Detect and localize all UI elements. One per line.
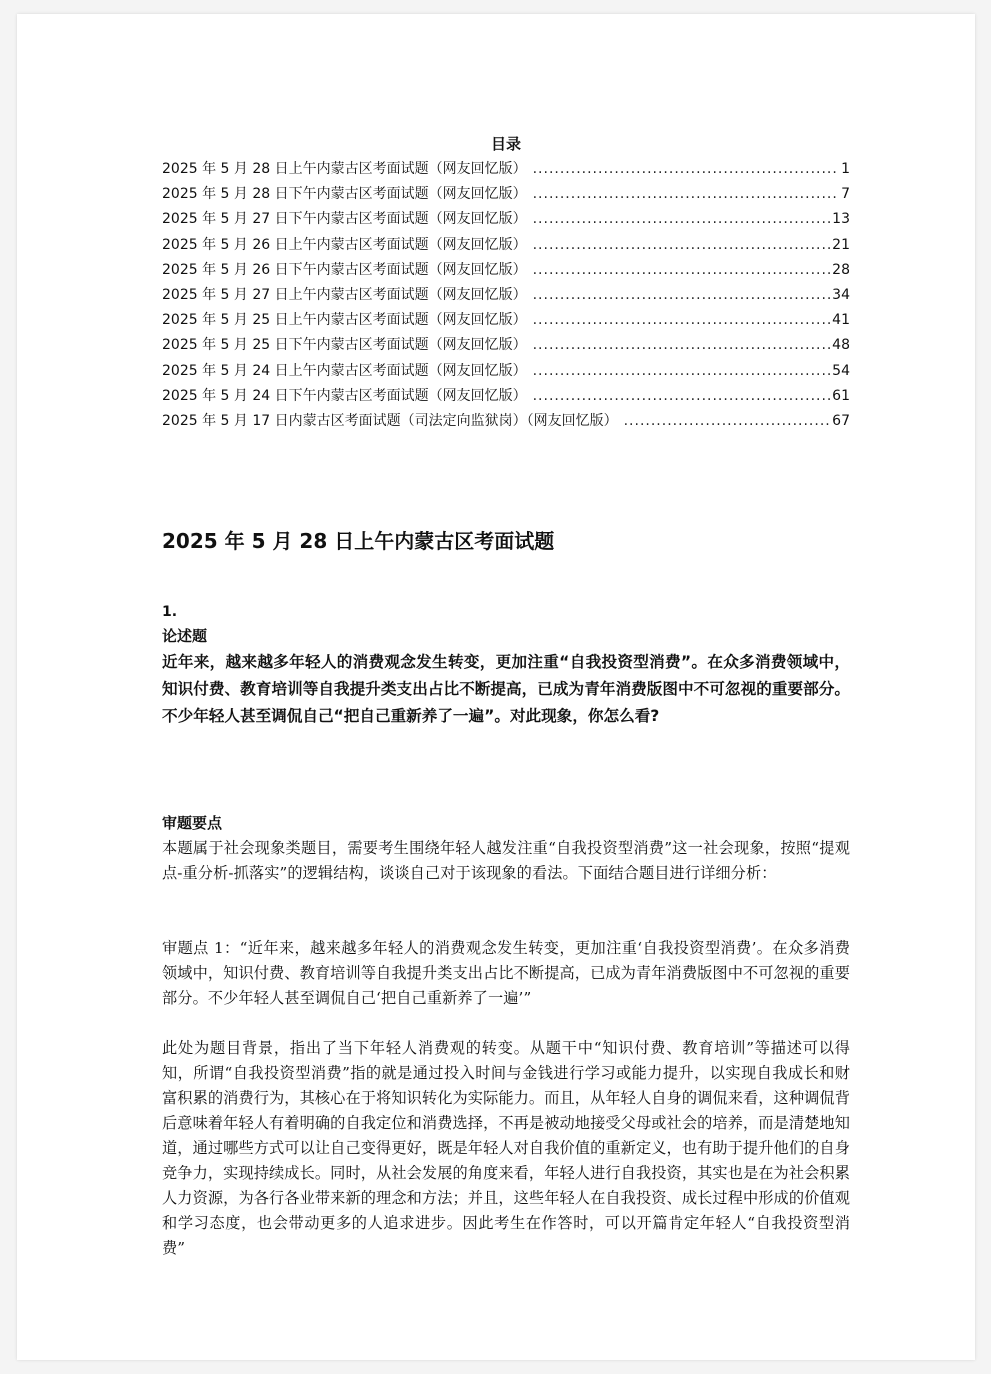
- toc-list: [162, 157, 850, 434]
- toc-page-number: 34: [832, 286, 850, 303]
- toc-page-number: 28: [832, 261, 850, 278]
- question-text: 近年来，越来越多年轻人的消费观念发生转变，更加注重“自我投资型消费”。在众多消费领域中，知识付费、教育培训等自我提升类支出占比不断提高，已成为青年消费版图中不可忽视的重要部分。不少年轻人甚至调侃自己“把自己重新养了一遍”。对此现象，你怎么看?: [162, 653, 850, 725]
- toc-page-number: 67: [832, 412, 850, 429]
- question-type: 论述题: [162, 627, 208, 645]
- paragraph: 审题点 1：“近年来，越来越多年轻人的消费观念发生转变，更加注重‘自我投资型消费’。在众多消费领域中，知识付费、教育培训等自我提升类支出占比不断提高，已成为青年消费版图中不可忽视的重要部分。不少年轻人甚至调侃自己‘把自己重新养了一遍’”: [162, 939, 850, 1007]
- analysis-label: 审题要点: [162, 814, 223, 832]
- toc-entry[interactable]: [162, 182, 850, 207]
- toc-page-number: 54: [832, 362, 850, 379]
- section-heading: 2025 年 5 月 28 日上午内蒙古区考面试题: [162, 529, 555, 553]
- toc-page-number: 13: [832, 211, 850, 228]
- toc-entry[interactable]: [162, 207, 850, 232]
- toc-entry[interactable]: [162, 409, 850, 434]
- toc-leader-dots: [533, 182, 839, 207]
- toc-entry[interactable]: [162, 359, 850, 384]
- toc-entry-title: 2025 年 5 月 17 日内蒙古区考面试题（司法定向监狱岗）（网友回忆版）: [162, 412, 618, 429]
- toc-entry-title: 2025 年 5 月 26 日下午内蒙古区考面试题（网友回忆版）: [162, 261, 527, 278]
- toc-entry[interactable]: [162, 384, 850, 409]
- toc-leader-dots: [624, 409, 831, 434]
- toc-entry[interactable]: [162, 157, 850, 182]
- toc-page-number: 41: [832, 312, 850, 329]
- paragraph: 此处为题目背景，指出了当下年轻人消费观的转变。从题干中“知识付费、教育培训”等描述可以得知，所谓“自我投资型消费”指的就是通过投入时间与金钱进行学习或能力提升，以实现自我成长和财富积累的消费行为，其核心在于将知识转化为实际能力。而且，从年轻人自身的调侃来看，这种调侃背后意味着年轻人有着明确的自我定位和消费选择，不再是被动地接受父母或社会的培养，而是清楚地知道，通过哪些方式可以让自己变得更好，既是年轻人对自我价值的重新定义，也有助于提升他们的自身竞争力，实现持续成长。同时，从社会发展的角度来看，年轻人进行自我投资，其实也是在为社会积累人力资源，为各行各业带来新的理念和方法；并且，这些年轻人在自我投资、成长过程中形成的价值观和学习态度，也会带动更多的人追求进步。因此考生在作答时，可以开篇肯定年轻人“自我投资型消费”: [162, 1039, 850, 1257]
- toc-page-number: 61: [832, 387, 850, 404]
- toc-entry-title: 2025 年 5 月 27 日上午内蒙古区考面试题（网友回忆版）: [162, 286, 527, 303]
- toc-leader-dots: [533, 333, 831, 358]
- toc-entry-title: 2025 年 5 月 28 日上午内蒙古区考面试题（网友回忆版）: [162, 161, 527, 177]
- toc-page-number: 7: [841, 186, 850, 203]
- toc-leader-dots: [533, 207, 831, 232]
- toc-entry[interactable]: [162, 258, 850, 283]
- toc-entry-title: 2025 年 5 月 26 日上午内蒙古区考面试题（网友回忆版）: [162, 236, 527, 253]
- toc-leader-dots: [533, 258, 831, 283]
- toc-leader-dots: [533, 384, 831, 409]
- toc-entry-title: 2025 年 5 月 27 日下午内蒙古区考面试题（网友回忆版）: [162, 211, 527, 228]
- toc-entry-title: 2025 年 5 月 25 日下午内蒙古区考面试题（网友回忆版）: [162, 337, 527, 354]
- toc-leader-dots: [533, 359, 831, 384]
- toc-entry-title: 2025 年 5 月 24 日下午内蒙古区考面试题（网友回忆版）: [162, 387, 527, 404]
- toc-entry-title: 2025 年 5 月 25 日上午内蒙古区考面试题（网友回忆版）: [162, 312, 527, 329]
- toc-entry[interactable]: [162, 333, 850, 358]
- toc-page-number: 48: [832, 337, 850, 354]
- toc-leader-dots: [533, 308, 831, 333]
- toc-page-number: 21: [832, 236, 850, 253]
- table-of-contents: [162, 132, 850, 434]
- paragraph: 本题属于社会现象类题目，需要考生围绕年轻人越发注重“自我投资型消费”这一社会现象，按照“提观点-重分析-抓落实”的逻辑结构，谈谈自己对于该现象的看法。下面结合题目进行详细分析：: [162, 839, 850, 882]
- toc-entry-title: 2025 年 5 月 24 日上午内蒙古区考面试题（网友回忆版）: [162, 362, 527, 379]
- toc-leader-dots: [533, 157, 839, 182]
- question-number: 1.: [162, 604, 178, 620]
- toc-entry[interactable]: [162, 233, 850, 258]
- document-page: [17, 14, 975, 1360]
- toc-title: 目录: [490, 135, 521, 153]
- toc-entry-title: 2025 年 5 月 28 日下午内蒙古区考面试题（网友回忆版）: [162, 186, 527, 203]
- toc-entry[interactable]: [162, 308, 850, 333]
- toc-leader-dots: [533, 233, 831, 258]
- toc-leader-dots: [533, 283, 831, 308]
- toc-page-number: 1: [841, 161, 850, 177]
- toc-entry[interactable]: [162, 283, 850, 308]
